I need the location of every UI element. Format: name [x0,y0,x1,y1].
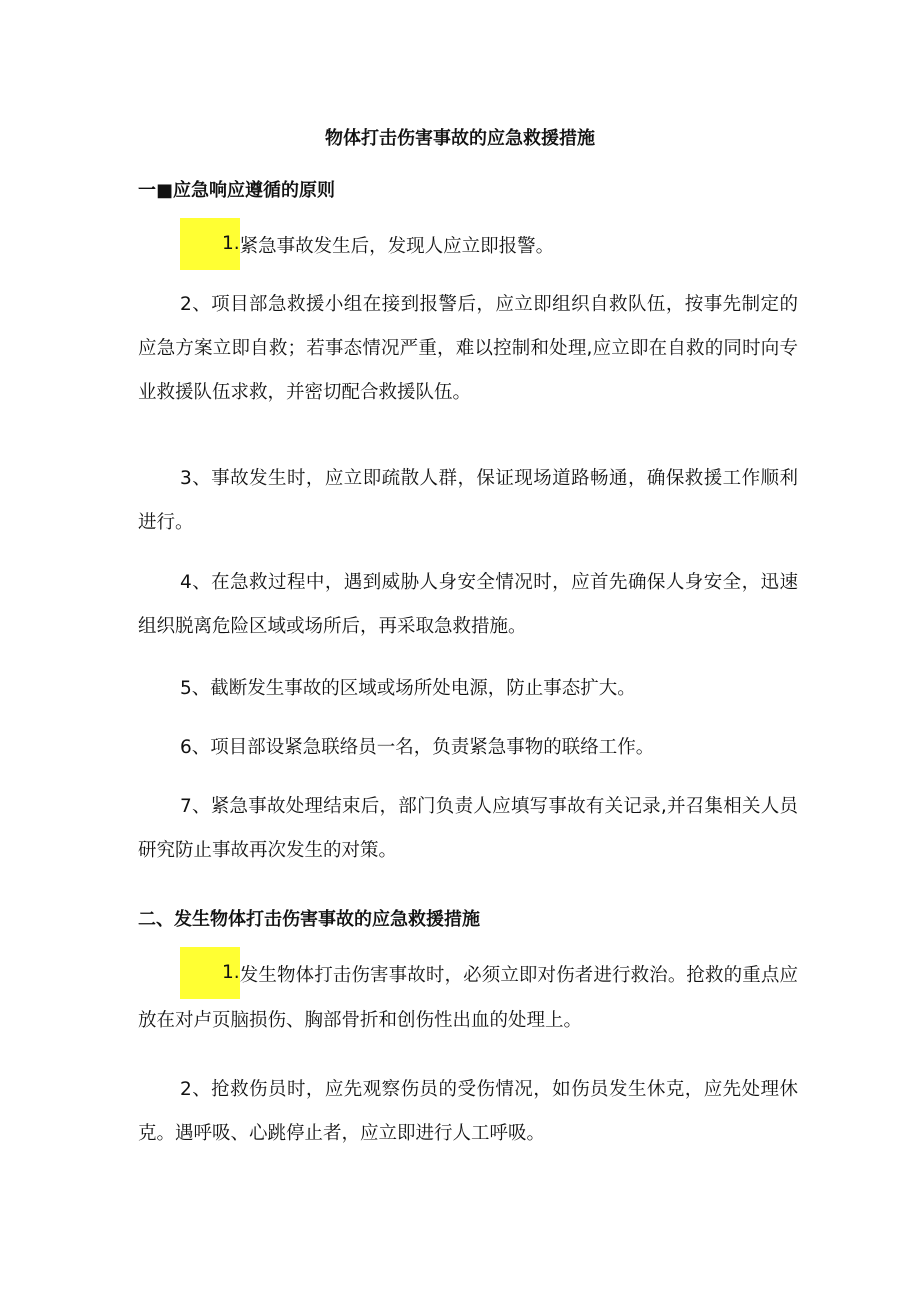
item-number-highlighted: 1. [180,218,240,270]
document-title: 物体打击伤害事故的应急救援措施 [325,128,595,149]
section-heading-2: 二、发生物体打击伤害事故的应急救援措施 [138,909,480,930]
item-text: 在急救过程中，遇到威胁人身安全情况时，应首先确保人身安全，迅速组织脱离危险区域或场所后，再采取急救措施。 [138,572,798,637]
item-text: 紧急事故发生后，发现人应立即报警。 [239,236,555,257]
item-number: 3、 [180,468,212,489]
paragraph-2-1 [138,953,798,1043]
item-number: 6、 [180,737,211,758]
item-number: 7、 [180,796,211,817]
item-text: 事故发生时，应立即疏散人群，保证现场道路畅通，确保救援工作顺利进行。 [138,468,798,533]
section-heading-1: 一■应急响应遵循的原则 [138,180,336,201]
paragraph-1-5 [138,667,798,711]
paragraph-2-2 [138,1068,798,1156]
paragraph-1-3 [138,457,798,545]
item-number: 5、 [180,678,211,699]
item-number: 2、 [180,294,212,315]
paragraph-1-2 [138,283,798,415]
item-text: 紧急事故处理结束后，部门负责人应填写事故有关记录,并召集相关人员研究防止事故再次发生的对策。 [138,796,798,861]
item-text: 抢救伤员时，应先观察伤员的受伤情况，如伤员发生休克，应先处理休克。遇呼吸、心跳停止者，应立即进行人工呼吸。 [138,1079,798,1144]
paragraph-1-4 [138,561,798,649]
item-number-highlighted: 1. [180,947,240,999]
paragraph-1-6 [138,726,798,770]
item-text: 发生物体打击伤害事故时，必须立即对伤者进行救治。抢救的重点应放在对卢页脑损伤、胸部骨折和创伤性出血的处理上。 [138,965,798,1031]
item-number: 4、 [180,572,212,593]
item-text: 项目部设紧急联络员一名，负责紧急事物的联络工作。 [210,737,655,758]
paragraph-1-1 [138,224,798,270]
item-text: 截断发生事故的区域或场所处电源，防止事态扩大。 [210,678,636,699]
item-text: 项目部急救援小组在接到报警后，应立即组织自救队伍，按事先制定的应急方案立即自救；若事态情况严重，难以控制和处理,应立即在自救的同时向专业救援队伍求救，并密切配合救援队伍。 [138,294,798,403]
item-number: 2、 [180,1079,212,1100]
paragraph-1-7 [138,785,798,873]
